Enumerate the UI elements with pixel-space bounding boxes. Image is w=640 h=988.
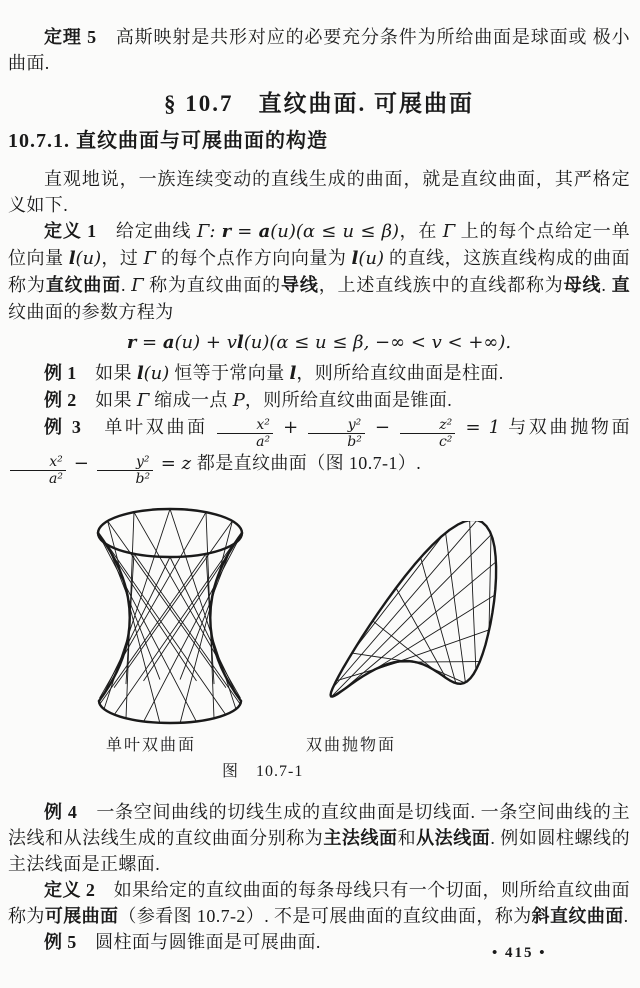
figure-10-7-1 [8,491,630,791]
hyperbolic-paraboloid-drawing [326,521,518,721]
definition-2-paragraph: 定义 2 如果给定的直纹曲面的每条母线只有一个切面，则所给直纹曲面称为可展曲面（参看图 10.7-2）. 不是可展曲面的直纹曲面，称为斜直纹曲面. [8,879,630,926]
hyperboloid-of-one-sheet-drawing [92,503,248,731]
section-title: § 10.7 直纹曲面. 可展曲面 [164,91,474,116]
caption-paraboloid: 双曲抛物面 [306,736,397,754]
figure-number-caption: 图 10.7-1 [222,762,304,780]
example-1-paragraph: 例 1 如果 l(u) 恒等于常向量 l，则所给直纹曲面是柱面. [44,363,504,384]
subsection-title: 10.7.1. 直纹曲面与可展曲面的构造 [8,130,328,152]
ruled-surface-parametric-equation: r = a(u) + vl(u)(α ≤ u ≤ β, −∞ < v < +∞). [126,332,512,353]
page-number: • 415 • [492,945,547,961]
example-5-paragraph: 例 5 圆柱面与圆锥面是可展曲面. [44,931,321,952]
example-2-paragraph: 例 2 如果 Γ 缩成一点 P，则所给直纹曲面是锥面. [44,390,453,411]
example-4-paragraph: 例 4 一条空间曲线的切线生成的直纹曲面是切线面. 一条空间曲线的主法线和从法线生成的直纹曲面分别称为主法线面和从法线面. 例如圆柱螺线的主法线面是正螺面. [8,801,630,874]
example-3-paragraph: 例 3 单叶双曲面 $\frac{\text{x²}}{\text{a²}}$ + $\frac{\text{y²}}{\text{b²}}$ − $\frac{\text{z²}}{\text{c²}}$ = 1 与双曲抛物面 $\frac{\text{x²}}{\text{a²}}$ − $\frac{\text{y²}}{\text{b²}}$ = z 都是直纹曲面（图 10.7-1）. [8,414,630,487]
caption-hyperboloid: 单叶双曲面 [106,736,197,754]
intro-paragraph: 直观地说，一族连续变动的直线生成的曲面，就是直纹曲面，其严格定义如下. [8,169,630,215]
theorem-5-paragraph: 定理 5 高斯映射是共形对应的必要充分条件为所给曲面是球面或 极小曲面. [8,27,630,73]
definition-1-paragraph: 定义 1 给定曲线 Γ: r = a(u)(α ≤ u ≤ β)，在 Γ 上的每个点给定一单位向量 l(u)，过 Γ 的每个点作方向向量为 l(u) 的直线，这族直线构成的曲面称为直纹曲面. Γ 称为直纹曲面的导线，上述直线族中的直线都称为母线. 直纹曲面的参数方程为 [8,221,631,322]
